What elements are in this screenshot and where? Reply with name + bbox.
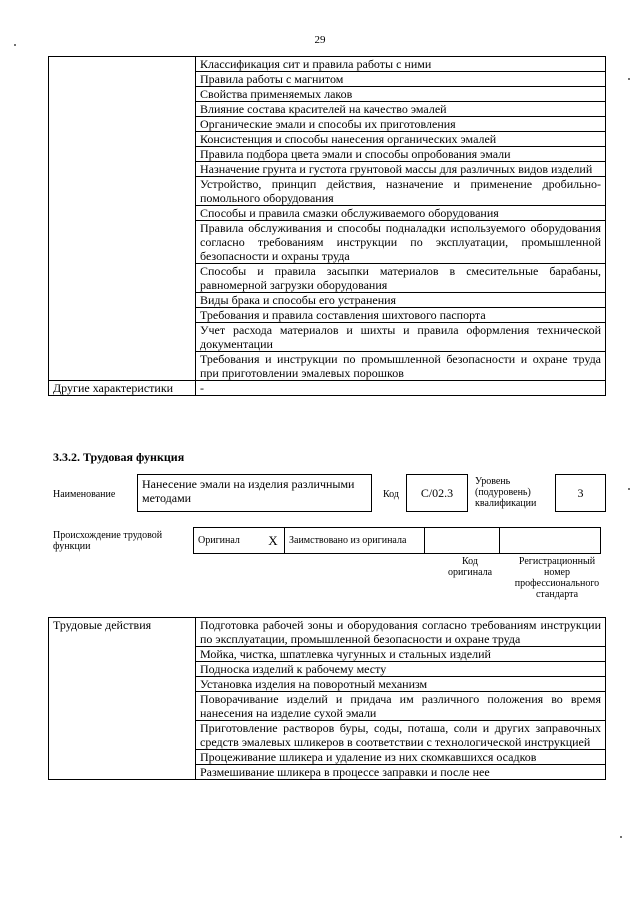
table-row: Установка изделия на поворотный механизм [196, 677, 606, 692]
table-row: Учет расхода материалов и шихты и правила оформления технической документации [196, 323, 606, 352]
table-row: Правила работы с магнитом [196, 72, 606, 87]
labor-actions-table [48, 617, 606, 780]
labor-actions-label: Трудовые действия [49, 618, 196, 780]
table-row: Приготовление растворов буры, соды, поташа, соли и других заправочных средств эмалевых шликеров в соответствии с технологической инструкцией [196, 721, 606, 750]
qualification-level-label: Уровень (подуровень) квалификации [475, 476, 537, 509]
table-row: Правила обслуживания и способы подналадки используемого оборудования согласно требованиям инструкции по эксплуатации, промышленной безопасности и охраны труда [196, 221, 606, 264]
original-mark: X [262, 528, 285, 554]
table-row: Назначение грунта и густота грунтовой массы для различных видов изделий [196, 162, 606, 177]
code-box [406, 474, 468, 512]
table-row: Подготовка рабочей зоны и оборудования согласно требованиям инструкции по эксплуатации, промышленной безопасности и охране труда [196, 618, 606, 647]
table-row: Виды брака и способы его устранения [196, 293, 606, 308]
section-title: 3.3.2. Трудовая функция [53, 450, 185, 464]
level-value: 3 [577, 486, 584, 500]
table-row: Требования и правила составления шихтового паспорта [196, 308, 606, 323]
table-row: Органические эмали и способы их приготовления [196, 117, 606, 132]
table-row: Мойка, чистка, шпатлевка чугунных и стальных изделий [196, 647, 606, 662]
origin-label: Происхождение трудовой функции [53, 530, 163, 552]
scan-speck [620, 836, 622, 838]
table-row: Свойства применяемых лаков [196, 87, 606, 102]
page-number: 29 [314, 34, 326, 46]
code-label: Код [383, 489, 399, 500]
name-label: Наименование [53, 489, 116, 500]
table-row: Процеживание шликера и удаление из них скомкавшихся осадков [196, 750, 606, 765]
other-characteristics-label: Другие характеристики [49, 381, 196, 396]
borrowed-label: Заимствовано из оригинала [285, 528, 425, 554]
table-row: Правила подбора цвета эмали и способы опробования эмали [196, 147, 606, 162]
table-row: Устройство, принцип действия, назначение и применение дробильно-помольного оборудования [196, 177, 606, 206]
table-row: Поворачивание изделий и придача им различного положения во время нанесения на изделие сухой эмали [196, 692, 606, 721]
knowledge-table [48, 56, 606, 396]
table-row: Требования и инструкции по промышленной безопасности и охране труда при приготовлении эмалевых порошков [196, 352, 606, 381]
level-box [555, 474, 606, 512]
registration-number-caption: Регистрационный номер профессионального стандарта [514, 556, 600, 600]
table-row: Влияние состава красителей на качество эмалей [196, 102, 606, 117]
table-row: Подноска изделий к рабочему месту [196, 662, 606, 677]
registration-number-cell [500, 528, 601, 554]
scan-speck [628, 78, 630, 80]
original-code-caption: Код оригинала [447, 556, 493, 578]
code-value: C/02.3 [420, 486, 454, 500]
scan-speck [628, 488, 630, 490]
table-row: Классификация сит и правила работы с ними [196, 57, 606, 72]
table-row: Способы и правила смазки обслуживаемого оборудования [196, 206, 606, 221]
function-name-box [137, 474, 372, 512]
table-row: Консистенция и способы нанесения органических эмалей [196, 132, 606, 147]
function-name: Нанесение эмали на изделия различными методами [142, 477, 355, 505]
origin-table [193, 527, 601, 554]
other-characteristics-value: - [196, 381, 606, 396]
original-label: Оригинал [194, 528, 263, 554]
knowledge-label-cell [49, 57, 196, 381]
table-row: Способы и правила засыпки материалов в смесительные барабаны, равномерной загрузки оборудования [196, 264, 606, 293]
table-row: Размешивание шликера в процессе заправки и после нее [196, 765, 606, 780]
original-code-cell [425, 528, 500, 554]
